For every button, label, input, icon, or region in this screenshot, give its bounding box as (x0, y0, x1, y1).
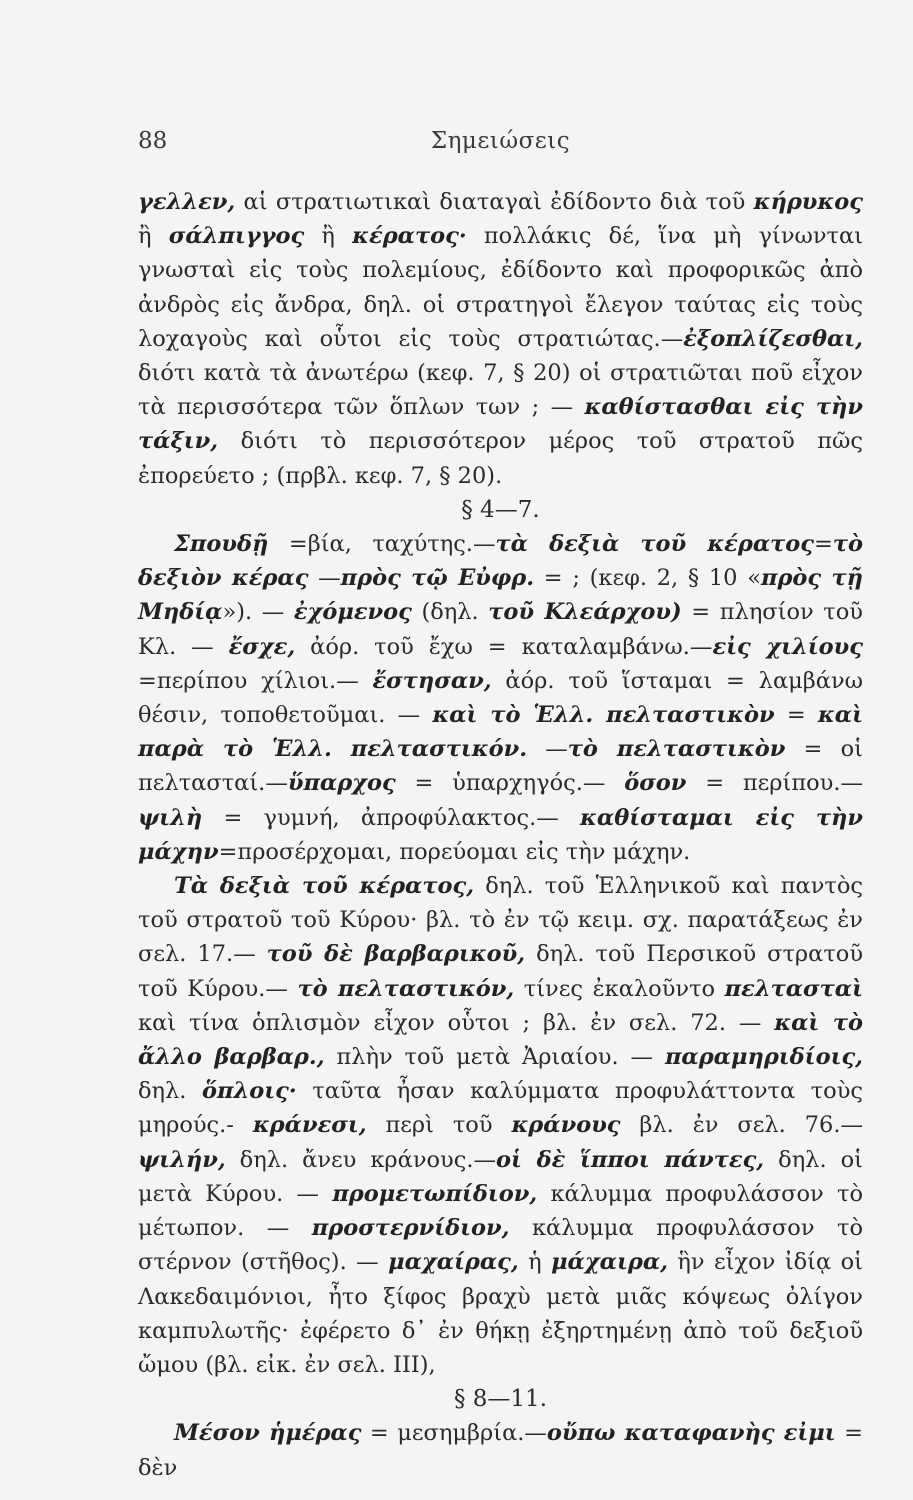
lemma-term: τοῦ δὲ βαρβαρικοῦ, (266, 941, 526, 968)
gloss-text: = μεσημβρία.— (361, 1420, 547, 1447)
lemma-term: Τὰ δεξιὰ τοῦ κέρατος, (174, 873, 475, 900)
gloss-text: = οἱ πελτασταί.— (138, 736, 863, 797)
page-number: 88 (138, 128, 168, 154)
gloss-text: = (774, 702, 818, 729)
paragraph-1 (138, 185, 863, 493)
gloss-text: = δὲν (138, 1420, 864, 1481)
lemma-term: κράνους (511, 1112, 621, 1139)
lemma-term: κέρατος· (352, 223, 467, 250)
gloss-text: =περίπου χίλιοι.— (138, 667, 373, 694)
lemma-term: ὕπαρχος (287, 770, 396, 797)
gloss-text: ἡ (518, 1249, 552, 1276)
gloss-text: δηλ. τοῦ Περσικοῦ στρατοῦ τοῦ Κύρου.— (138, 941, 863, 1002)
lemma-term: ψιλὴ (138, 804, 203, 831)
lemma-term: τὸ πελταστικόν, (297, 975, 515, 1002)
page-header (138, 128, 863, 162)
lemma-term: προμετωπίδιον, (332, 1180, 538, 1207)
gloss-text: =βία, ταχύτης.— (268, 531, 496, 558)
lemma-term: κήρυκος (753, 189, 863, 215)
lemma-term: πελτασταὶ (724, 975, 863, 1002)
gloss-text: διότι τὸ περισσότερον μέρος τοῦ στρατοῦ πῶς ἐπορεύετο ; (πρβλ. κεφ. 7, § 20). (138, 428, 863, 489)
lemma-term: ἔσχε, (228, 633, 296, 660)
gloss-text: = (814, 531, 833, 558)
lemma-term: ἐξοπλίζεσθαι, (683, 325, 863, 352)
paragraph-3 (138, 869, 863, 1382)
gloss-text: = ; (κεφ. 2, § 10 « (534, 565, 761, 592)
gloss-text: δηλ. οἱ μετὰ Κύρου. — (138, 1146, 863, 1207)
lemma-term: τὸ πελταστικὸν (567, 736, 786, 763)
gloss-text: δηλ. ἄνευ κράνους.— (225, 1146, 496, 1173)
lemma-term: ὅπλοις· (202, 1078, 297, 1105)
gloss-text: — (527, 736, 568, 763)
section-heading-8-11: § 8—11. (453, 1386, 548, 1413)
lemma-term: καθίστασθαι εἰς τὴν τάξιν, (138, 394, 863, 455)
gloss-text: = περίπου.— (686, 770, 863, 797)
gloss-text: πλὴν τοῦ μετὰ Ἀριαίου. — (324, 1044, 665, 1071)
lemma-term: ὅσον (624, 770, 687, 797)
lemma-term: καὶ τὸ ἄλλο βαρβαρ., (138, 1009, 863, 1071)
gloss-text: ἀόρ. τοῦ ἔχω = καταλαμβάνω.— (295, 633, 713, 660)
gloss-text: ἢ (138, 223, 169, 250)
lemma-term: μαχαίρας, (388, 1249, 519, 1276)
gloss-text: βλ. ἐν σελ. 76.— (620, 1112, 863, 1139)
lemma-term: τὰ δεξιὰ τοῦ κέρατος (495, 531, 814, 558)
gloss-text: δηλ. (138, 1078, 203, 1105)
gloss-text: »). — (222, 599, 294, 626)
lemma-term: καθίσταμαι εἰς τὴν μάχην (138, 804, 863, 865)
gloss-text: ταῦτα ἦσαν καλύμματα προφυλάττοντα τοὺς μηρούς.- (138, 1078, 863, 1139)
notes-body (138, 185, 863, 1485)
lemma-term: Σπουδῇ (174, 531, 269, 558)
gloss-text: ἣν εἶχον ἰδίᾳ οἱ Λακεδαιμόνιοι, ἦτο ξίφος βραχὺ μετὰ μιᾶς κόψεως ὀλίγον καμπυλωτῆς· ἐφέρετο δ᾽ ἐν θήκῃ ἐξηρτημένῃ ἀπὸ τοῦ δεξιοῦ ὤμου (βλ. εἰκ. ἐν σελ. III), (138, 1249, 863, 1378)
gloss-text: καὶ τίνα ὁπλισμὸν εἶχον οὗτοι ; βλ. ἐν σελ. 72. — (138, 1009, 775, 1036)
lemma-term: πρὸς τῇ Μηδίᾳ (138, 565, 864, 626)
gloss-text: = γυμνή, ἀπροφύλακτος.— (202, 804, 581, 831)
gloss-text: κάλυμμα προφυλάσσον τὸ μέτωπον. — (138, 1180, 863, 1242)
section-heading-4-7: § 4—7. (461, 496, 540, 523)
lemma-term: Μέσον ἡμέρας (174, 1420, 362, 1447)
paragraph-4 (138, 1416, 863, 1484)
lemma-term: μάχαιρα, (551, 1249, 668, 1276)
lemma-term: κράνεσι, (252, 1112, 367, 1139)
gloss-text: δηλ. τοῦ Ἑλληνικοῦ καὶ παντὸς τοῦ στρατοῦ τοῦ Κύρου· βλ. τὸ ἐν τῷ κειμ. σχ. παρατάξεως ἐν σελ. 17.— (138, 873, 863, 968)
running-title: Σημειώσεις (430, 128, 571, 154)
lemma-term: εἰς χιλίους (712, 633, 863, 660)
gloss-text: περὶ τοῦ (366, 1112, 512, 1139)
gloss-text: ἀόρ. τοῦ ἵσταμαι = λαμβάνω θέσιν, τοποθετοῦμαι. — (138, 667, 863, 729)
lemma-term: προστερνίδιον, (311, 1215, 510, 1242)
gloss-text: τίνες ἐκαλοῦντο (514, 975, 725, 1002)
lemma-term: σάλπιγγος (168, 223, 305, 250)
gloss-text: πολλάκις δέ, ἵνα μὴ γίνωνται γνωσταὶ εἰς τοὺς πολεμίους, ἐδίδοντο καὶ προφορικῶς ἀπὸ ἀνδρὸς εἰς ἄνδρα, δηλ. οἱ στρατηγοὶ ἔλεγον ταύτας εἰς τοὺς λοχαγοὺς καὶ οὗτοι εἰς τοὺς στρατιώτας.— (138, 223, 863, 352)
lemma-term: καὶ τὸ Ἑλλ. πελταστικὸν (432, 702, 775, 729)
gloss-text: κάλυμμα προφυλάσσον τὸ στέρνον (στῆθος). — (138, 1215, 863, 1276)
lemma-term: τοῦ Κλεάρχου) (488, 599, 682, 626)
gloss-text: = ὑπαρχηγός.— (395, 770, 625, 797)
lemma-term: οἱ δὲ ἵπποι πάντες, (496, 1146, 765, 1173)
gloss-text: αἱ στρατιωτικαὶ διαταγαὶ ἐδίδοντο διὰ τοῦ (235, 189, 754, 215)
paragraph-2 (138, 527, 863, 869)
gloss-text: — (308, 565, 341, 592)
lemma-term: τὸ δεξιὸν κέρας (138, 531, 864, 592)
lemma-term: ψιλήν, (138, 1146, 226, 1173)
lemma-term: καὶ παρὰ τὸ Ἑλλ. πελταστικόν. (138, 702, 863, 763)
gloss-text: (δηλ. (411, 599, 489, 626)
lemma-term: ἐχόμενος (293, 599, 412, 626)
lemma-term: γελλεν, (138, 189, 236, 215)
gloss-text: =προσέρχομαι, πορεύομαι εἰς τὴν μάχην. (218, 838, 691, 865)
lemma-term: ἔστησαν, (372, 667, 492, 694)
lemma-term: παραμηριδίοις, (664, 1044, 863, 1071)
gloss-text: ἢ (304, 223, 353, 250)
gloss-text: διότι κατὰ τὰ ἀνωτέρω (κεφ. 7, § 20) οἱ στρατιῶται ποῦ εἶχον τὰ περισσότερα τῶν ὅπλων των ; — (138, 360, 863, 421)
lemma-term: πρὸς τῷ Εὐφρ. (340, 565, 535, 592)
lemma-term: οὔπω καταφανὴς εἰμι (546, 1420, 836, 1447)
gloss-text: = πλησίον τοῦ Κλ. — (138, 599, 863, 660)
